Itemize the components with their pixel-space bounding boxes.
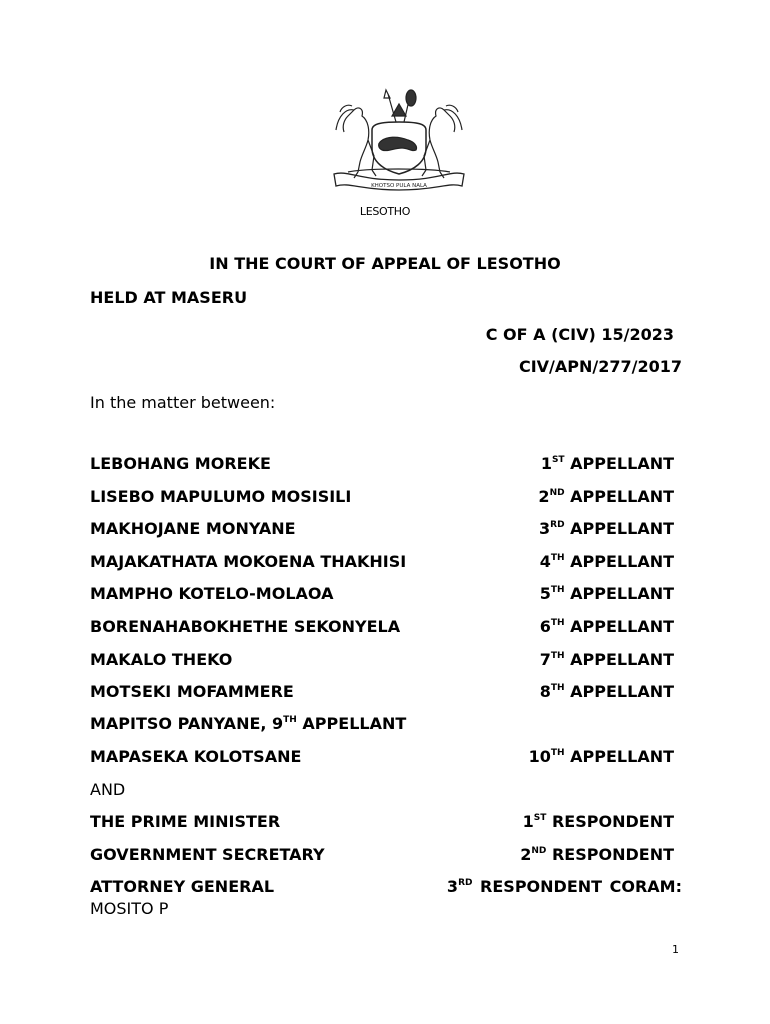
party-name: THE PRIME MINISTER [90, 812, 281, 831]
party-name: MAPASEKA KOLOTSANE [90, 747, 302, 766]
party-name: MOTSEKI MOFAMMERE [90, 682, 294, 701]
party-role: 2ND APPELLANT [538, 487, 674, 506]
party-name: MAJAKATHATA MOKOENA THAKHISI [90, 552, 407, 571]
case-number-application: CIV/APN/277/2017 [518, 357, 682, 376]
party-role: 3RD APPELLANT [539, 519, 674, 538]
party-role: 1ST APPELLANT [540, 454, 674, 473]
party-name: LEBOHANG MOREKE [90, 454, 271, 473]
case-number-appeal: C OF A (CIV) 15/2023 [485, 325, 674, 344]
party-ninth-appellant: MAPITSO PANYANE, 9TH APPELLANT [90, 714, 407, 733]
party-role: 3RD RESPONDENT CORAM: [446, 877, 682, 896]
party-role: 1ST RESPONDENT [522, 812, 674, 831]
party-role: 8TH APPELLANT [539, 682, 674, 701]
party-role: 4TH APPELLANT [539, 552, 674, 571]
court-title: IN THE COURT OF APPEAL OF LESOTHO [209, 254, 561, 273]
party-name: BORENAHABOKHETHE SEKONYELA [90, 617, 401, 636]
party-name: LISEBO MAPULUMO MOSISILI [90, 487, 352, 506]
party-name: MAMPHO KOTELO-MOLAOA [90, 584, 334, 603]
held-at: HELD AT MASERU [90, 288, 248, 307]
crest-motto: KHOTSO PULA NALA [371, 183, 427, 189]
page-number: 1 [672, 943, 679, 956]
party-name: ATTORNEY GENERAL [90, 877, 275, 896]
party-role: 10TH APPELLANT [528, 747, 674, 766]
matter-intro: In the matter between: [90, 393, 276, 412]
and-separator: AND [90, 780, 126, 799]
party-name: GOVERNMENT SECRETARY [90, 845, 325, 864]
party-name: MAKALO THEKO [90, 650, 233, 669]
coram-judge: MOSITO P [90, 899, 169, 918]
party-role: 5TH APPELLANT [539, 584, 674, 603]
party-role: 6TH APPELLANT [539, 617, 674, 636]
party-role: 7TH APPELLANT [539, 650, 674, 669]
lesotho-coat-of-arms [328, 86, 470, 198]
crest-caption: LESOTHO [359, 205, 411, 218]
party-role: 2ND RESPONDENT [520, 845, 674, 864]
party-name: MAKHOJANE MONYANE [90, 519, 296, 538]
